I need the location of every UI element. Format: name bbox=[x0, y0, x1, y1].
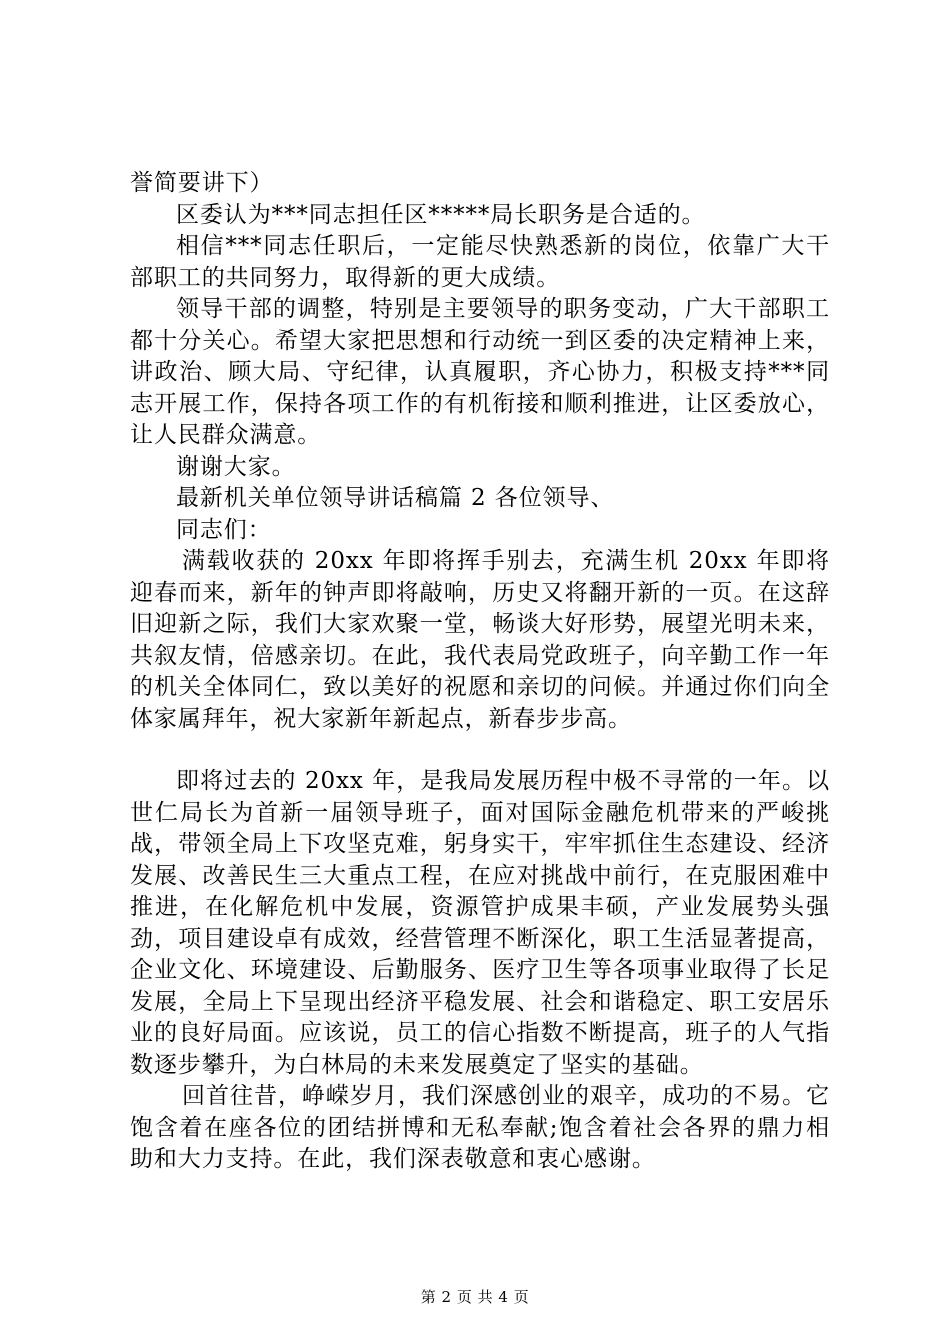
paragraph-gap bbox=[130, 735, 830, 766]
paragraph-7: 同志们： bbox=[176, 516, 272, 543]
document-body bbox=[130, 168, 830, 1176]
paragraph-5: 谢谢大家。 bbox=[176, 453, 296, 480]
paragraph-3: 相信***同志任职后，一定能尽快熟悉新的岗位，依靠广大干部职工的共同努力，取得新的更大成绩。 bbox=[130, 233, 830, 291]
paragraph-2: 区委认为***同志担任区*****局长职务是合适的。 bbox=[176, 201, 706, 228]
paragraph-10: 回首往昔，峥嵘岁月，我们深感创业的艰辛，成功的不易。它饱含着在座各位的团结拼博和无私奉献;饱含着社会各界的鼎力相助和大力支持。在此，我们深表敬意和衷心感谢。 bbox=[130, 1083, 830, 1172]
paragraph-6: 最新机关单位领导讲话稿篇 2 各位领导、 bbox=[176, 485, 615, 511]
paragraph-4: 领导干部的调整，特别是主要领导的职务变动，广大干部职工都十分关心。希望大家把思想和行动统一到区委的决定精神上来，讲政治、顾大局、守纪律，认真履职，齐心协力，积极支持***同志开展工作，保持各项工作的有机衔接和顺利推进，让区委放心，让人民群众满意。 bbox=[130, 296, 830, 448]
page-footer: 第 2 页 共 4 页 bbox=[420, 1288, 530, 1306]
paragraph-8: 满载收获的 20xx 年即将挥手别去，充满生机 20xx 年即将迎春而来，新年的钟声即将敲响，历史又将翻开新的一页。在这辞旧迎新之际，我们大家欢聚一堂，畅谈大好形势，展望光明未来，共叙友情，倍感亲切。在此，我代表局党政班子，向辛勤工作一年的机关全体同仁，致以美好的祝愿和亲切的问候。并通过你们向全体家属拜年，祝大家新年新起点，新春步步高。 bbox=[130, 548, 830, 732]
paragraph-1: 誉简要讲下） bbox=[130, 170, 274, 196]
paragraph-9: 即将过去的 20xx 年，是我局发展历程中极不寻常的一年。以世仁局长为首新一届领导班子，面对国际金融危机带来的严峻挑战，带领全局上下攻坚克难，躬身实干，牢牢抓住生态建设、经济发展、改善民生三大重点工程，在应对挑战中前行，在克服困难中推进，在化解危机中发展，资源管护成果丰硕，产业发展势头强劲，项目建设卓有成效，经营管理不断深化，职工生活显著提高，企业文化、环境建设、后勤服务、医疗卫生等各项事业取得了长足发展，全局上下呈现出经济平稳发展、社会和谐稳定、职工安居乐业的良好局面。应该说，员工的信心指数不断提高，班子的人气指数逐步攀升，为白林局的未来发展奠定了坚实的基础。 bbox=[130, 768, 830, 1078]
